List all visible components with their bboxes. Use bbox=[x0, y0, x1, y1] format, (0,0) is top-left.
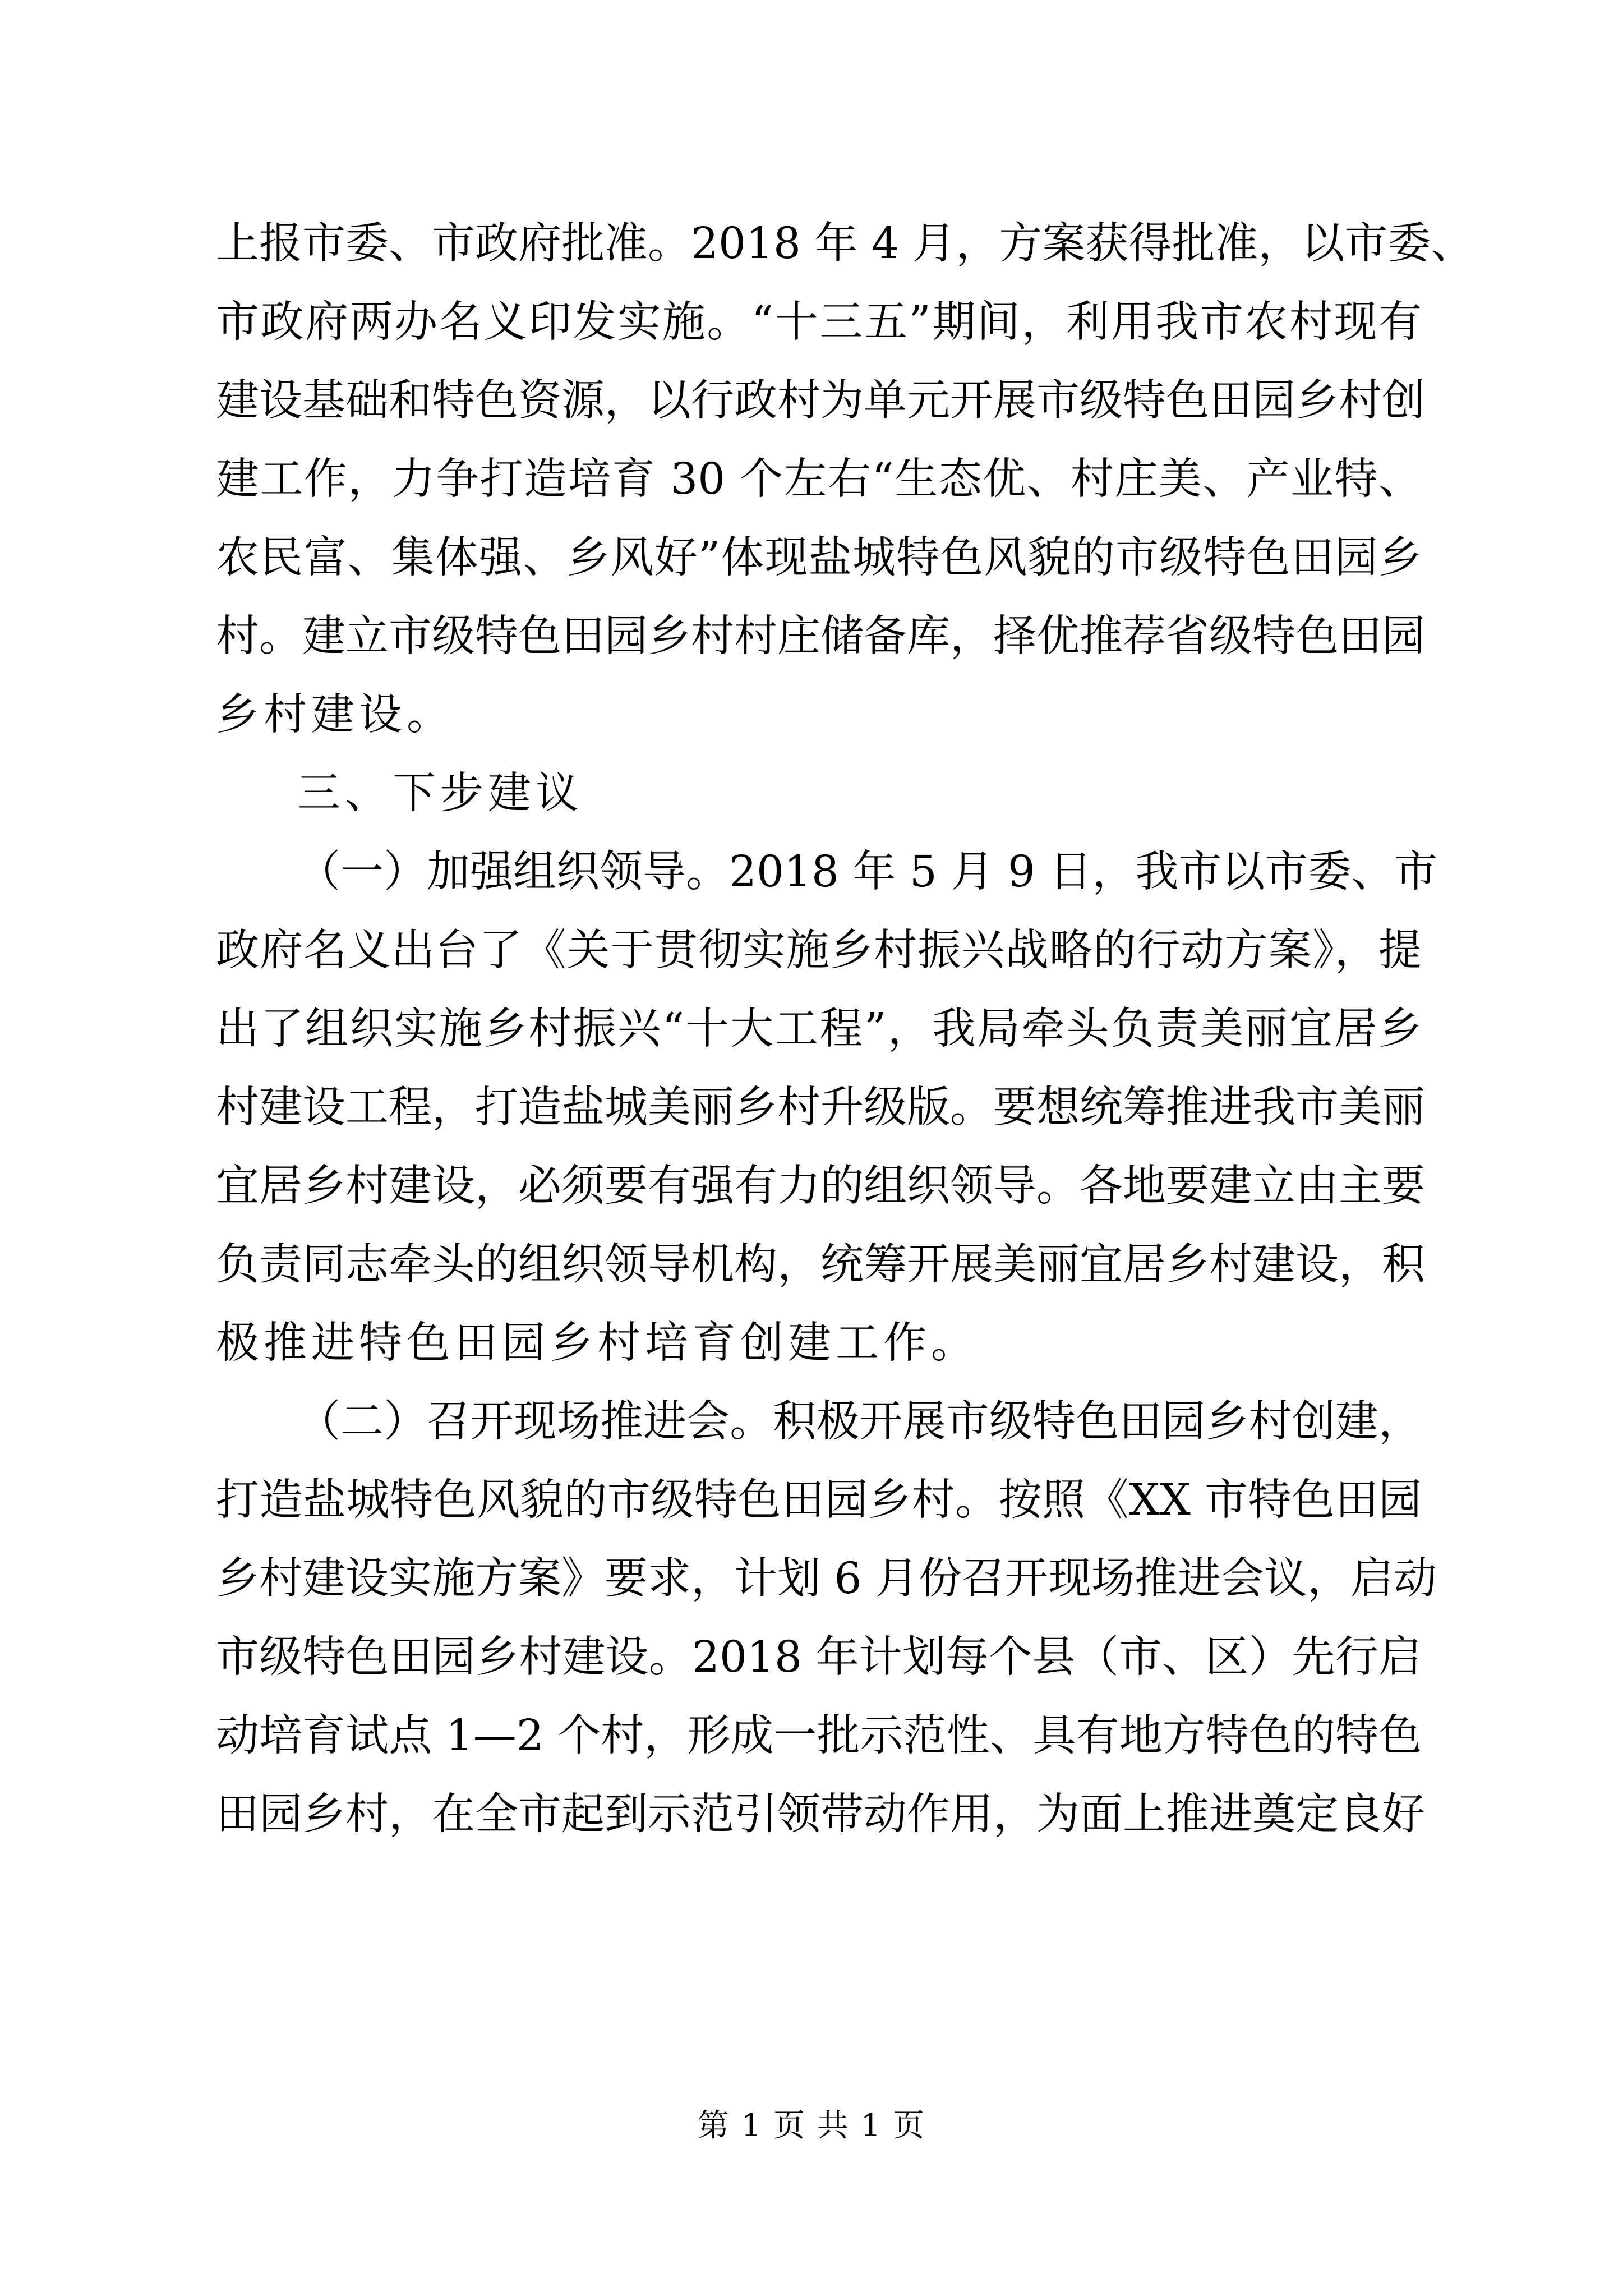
text-line-12: 村建设工程，打造盐城美丽乡村升级版。要想统筹推进我市美丽 bbox=[216, 1083, 1425, 1133]
text-line-18: 乡村建设实施方案》要求，计划 6 月份召开现场推进会议，启动 bbox=[216, 1554, 1437, 1604]
text-line-5: 农民富、集体强、乡风好”体现盐城特色风貌的市级特色田园乡 bbox=[216, 533, 1422, 583]
text-line-13: 宜居乡村建设，必须要有强有力的组织领导。各地要建立由主要 bbox=[216, 1161, 1425, 1211]
text-line-17: 打造盐城特色风貌的市级特色田园乡村。按照《XX 市特色田园 bbox=[216, 1475, 1422, 1525]
text-line-3: 建设基础和特色资源，以行政村为单元开展市级特色田园乡村创 bbox=[216, 376, 1425, 426]
text-line-2: 市政府两办名义印发实施。“十三五”期间，利用我市农村现有 bbox=[216, 297, 1422, 347]
text-line-7: 乡村建设。 bbox=[216, 690, 454, 740]
text-line-1: 上报市委、市政府批准。2018 年 4 月，方案获得批准，以市委、 bbox=[216, 219, 1474, 269]
text-line-21: 田园乡村，在全市起到示范引领带动作用，为面上推进奠定良好 bbox=[216, 1789, 1425, 1839]
section-heading: 三、下步建议 bbox=[297, 769, 583, 818]
text-line-9: （一）加强组织领导。2018 年 5 月 9 日，我市以市委、市 bbox=[297, 847, 1438, 897]
text-line-19: 市级特色田园乡村建设。2018 年计划每个县（市、区）先行启 bbox=[216, 1632, 1422, 1682]
text-line-15: 极推进特色田园乡村培育创建工作。 bbox=[216, 1318, 979, 1368]
text-line-10: 政府名义出台了《关于贯彻实施乡村振兴战略的行动方案》，提 bbox=[216, 926, 1422, 976]
text-line-20: 动培育试点 1—2 个村，形成一批示范性、具有地方特色的特色 bbox=[216, 1711, 1422, 1761]
text-line-4: 建工作，力争打造培育 30 个左右“生态优、村庄美、产业特、 bbox=[216, 454, 1422, 504]
text-line-16: （二）召开现场推进会。积极开展市级特色田园乡村创建， bbox=[297, 1397, 1422, 1447]
text-line-11: 出了组织实施乡村振兴“十大工程”，我局牵头负责美丽宜居乡 bbox=[216, 1004, 1422, 1054]
page-number-footer: 第 1 页 共 1 页 bbox=[697, 2108, 926, 2144]
text-line-14: 负责同志牵头的组织领导机构，统筹开展美丽宜居乡村建设，积 bbox=[216, 1240, 1425, 1290]
text-line-6: 村。建立市级特色田园乡村村庄储备库，择优推荐省级特色田园 bbox=[216, 611, 1425, 661]
